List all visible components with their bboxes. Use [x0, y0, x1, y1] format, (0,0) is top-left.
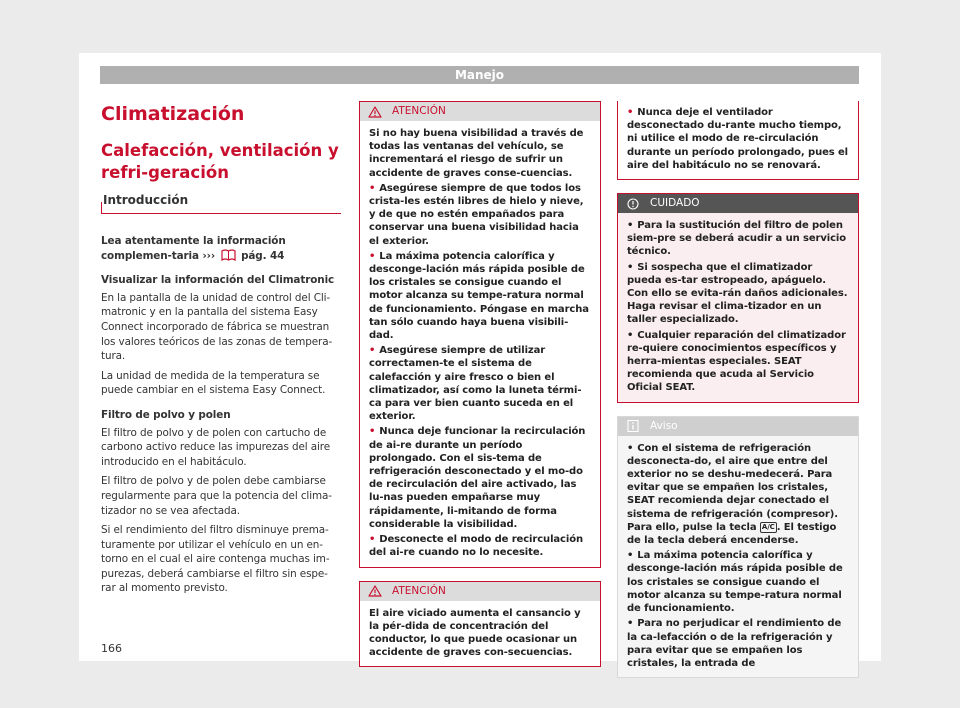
lead-paragraph [101, 234, 341, 263]
text-unit: La unidad de medida de la temperatura se puede cambiar en el sistema Easy Connect. [101, 369, 326, 397]
bullet-dot: • [627, 261, 634, 273]
warning-box-2-header [360, 582, 600, 601]
bullet-text: Asegúrese siempre de utilizar correctamen-te el sistema de calefacción y aire fresco o bien el climatizador, así como la luneta térmi-ca para ver bien cuanto suceda en el exterior. [369, 345, 582, 423]
caution-box-header [618, 194, 858, 213]
bullet-dot: • [369, 182, 376, 194]
notice-box-label: Aviso [650, 419, 678, 432]
bullet-dot: • [627, 442, 634, 454]
warning-bullet [369, 425, 591, 531]
warning-box-1 [359, 101, 601, 568]
section-subtitle: Calefacción, ventilación y refri-geración [101, 141, 339, 182]
intro-heading: Introducción [101, 193, 341, 214]
warning-box-2-body [360, 601, 600, 667]
warning-box-1-header [360, 102, 600, 121]
bullet-dot: • [369, 345, 376, 357]
column-middle [359, 101, 601, 667]
caution-bullet [627, 329, 849, 395]
warning-bullet [369, 250, 591, 342]
caution-box-body [618, 213, 858, 402]
intro-heading-wrap [101, 193, 341, 214]
text-filter-3: Si el rendimiento del filtro disminuye prema-turamente por utilizar el vehículo en un en-torno en el cual el aire contenga muchas im-purezas, deberá cambiarse el filtro sin espe-rar al momento previsto. [101, 524, 330, 595]
info-icon [626, 420, 640, 432]
bullet-dot: • [627, 618, 634, 630]
caution-circle-icon [626, 198, 640, 210]
bullet-text: La máxima potencia calorífica y desconge-lación más rápida posible de los cristales se consigue cuando el motor alcanza su tempe-ratura normal de funcionamiento. Póngase en marcha tan sólo cuando haya buena visibili-dad. [369, 250, 589, 342]
text-climatronic: En la pantalla de la unidad de control del Cli-matronic y en la pantalla del sistema Easy Connect incorporado de fábrica se muestran los valores teóricos de las zonas de tempera-tura. [101, 291, 333, 363]
warning-box-2-text: El aire viciado aumenta el cansancio y la pér-dida de concentración del conductor, lo que puede ocasionar un accidente de graves con-secuencias. [369, 607, 581, 659]
notice-bullet [627, 617, 849, 670]
bullet-dot: • [369, 534, 376, 546]
bullet-text: Nunca deje el ventilador desconectado du-rante mucho tiempo, ni utilice el modo de re-circulación durante un período prolongado, pues el aire del habitáculo no se renovará. [627, 107, 849, 171]
bullet-text: Cualquier reparación del climatizador re-quiere conocimientos específicos y herra-mientas especiales. SEAT recomienda que acuda al Servicio Oficial SEAT. [627, 329, 846, 394]
page-number: 166 [101, 642, 122, 655]
bullet-text: Con el sistema de refrigeración desconecta-do, el aire que entre del exterior no se deshu-medecerá. Para evitar que se empañen los cristales, SEAT recomienda dejar conectado el sistema de refrigeración (compresor). Para ello, pulse la tecla [627, 442, 838, 533]
text-filter-2: El filtro de polvo y de polen debe cambiarse regularmente para que la potencia del clima-tizador no se vea afectada. [101, 475, 332, 517]
warning-box-2 [359, 581, 601, 668]
warning-box-1-intro: Si no hay buena visibilidad a través de todas las ventanas del vehículo, se incrementará el riesgo de sufrir un accidente de graves conse-cuencias. [369, 128, 584, 179]
heading-filter: Filtro de polvo y polen [101, 408, 231, 421]
bullet-text: Nunca deje funcionar la recirculación de ai-re durante un período prolongado. Con el sis-tema de refrigeración desconectado y el mo-do de recirculación del aire activado, las lu-nas pueden empañarse muy rápidamente, li-mitando de forma considerable la visibilidad. [369, 426, 586, 530]
warning-box-1-body [360, 121, 600, 567]
bullet-text: Si sospecha que el climatizador pueda es-tar estropeado, apáguelo. Con ello se evita-rán daños adicionales. Haga revisar el clima-tizador en un taller especializado. [627, 261, 848, 326]
warning-bullet [369, 533, 591, 559]
notice-box [617, 416, 859, 678]
warning-box-continued [617, 101, 859, 180]
book-reference-icon [221, 249, 236, 261]
notice-bullet [627, 442, 849, 548]
bullet-dot: • [369, 426, 376, 438]
lead-text: Lea atentamente la información complemen-taria ››› [101, 235, 286, 262]
bullet-dot: • [627, 550, 634, 562]
warning-continued-body [618, 101, 858, 179]
warning-box-2-label: ATENCIÓN [392, 584, 446, 597]
notice-box-body [618, 436, 858, 677]
caution-bullet [627, 261, 849, 327]
section-header: Manejo [100, 66, 859, 84]
bullet-dot: • [627, 107, 634, 118]
caution-box [617, 193, 859, 403]
text-filter-1: El filtro de polvo y de polen con cartucho de carbono activo reduce las impurezas del aire introducido en el habitáculo. [101, 426, 331, 468]
heading-climatronic: Visualizar la información del Climatronic [101, 274, 335, 287]
warning-bullet [627, 106, 849, 172]
bullet-dot: • [627, 329, 634, 341]
warning-box-1-label: ATENCIÓN [392, 105, 446, 117]
bullet-dot: • [627, 220, 634, 232]
bullet-text: Para no perjudicar el rendimiento de la ca-lefacción o de la refrigeración y para evitar que se empañen los cristales, la entrada de [627, 618, 842, 669]
notice-box-header [618, 417, 858, 436]
caution-box-label: CUIDADO [650, 197, 700, 210]
page-title: Climatización [101, 103, 245, 125]
bullet-text-end: . El testigo de la tecla deberá encenderse. [627, 521, 837, 547]
bullet-text: La máxima potencia calorífica y desconge-lación más rápida posible de los cristales se consigue cuando el motor alcanza su tempe-ratura normal de funcionamiento. [627, 550, 843, 615]
warning-triangle-icon [368, 585, 382, 597]
bullet-text: Asegúrese siempre de que todos los crista-les estén libres de hielo y nieve, y de que no estén empañados para conservar una buena visibilidad hacia el exterior. [369, 182, 584, 247]
column-right [617, 101, 859, 678]
notice-bullet [627, 549, 849, 615]
warning-bullet [369, 182, 591, 248]
lead-page-ref[interactable]: pág. 44 [241, 249, 285, 262]
warning-bullet [369, 344, 591, 423]
ac-key-icon: A/C [761, 522, 775, 531]
bullet-text: Desconecte el modo de recirculación del ai-re cuando no lo necesite. [369, 534, 583, 559]
column-left [101, 100, 341, 596]
caution-bullet [627, 219, 849, 259]
bullet-dot: • [369, 250, 376, 262]
warning-triangle-icon [368, 106, 382, 118]
bullet-text: Para la sustitución del filtro de polen siem-pre se deberá acudir a un servicio técnico. [627, 220, 847, 258]
